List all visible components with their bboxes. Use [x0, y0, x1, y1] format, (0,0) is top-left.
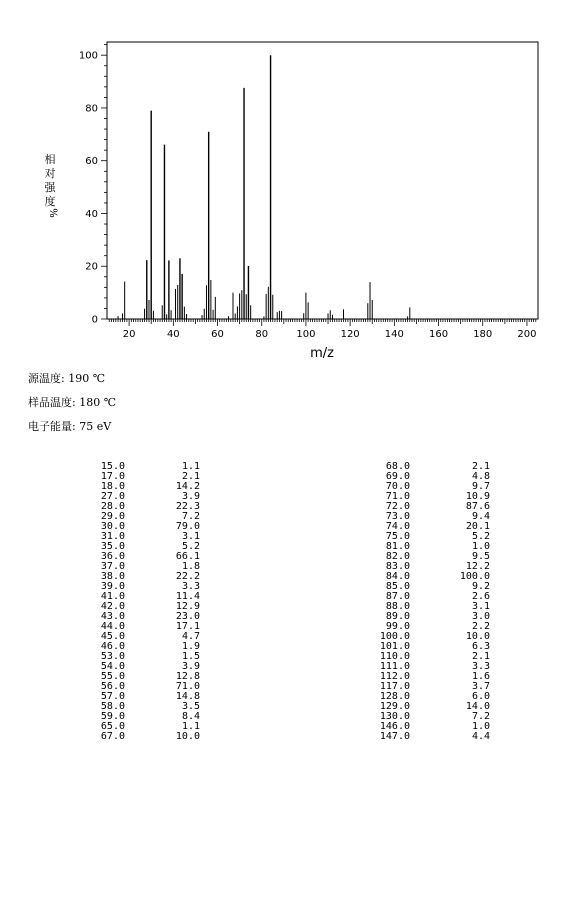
peak-mz: 99.0	[385, 621, 410, 632]
y-tick-label: 0	[91, 314, 98, 326]
peak-intensity: 12.9	[175, 601, 200, 612]
peak-row	[360, 732, 490, 742]
spectrum-bars	[118, 55, 410, 319]
peak-row	[360, 532, 490, 542]
plot-border	[107, 42, 538, 319]
peak-row	[360, 582, 490, 592]
peak-mz: 30.0	[100, 521, 125, 532]
peak-mz: 87.0	[385, 591, 410, 602]
peak-mz: 57.0	[100, 691, 125, 702]
peak-mz: 110.0	[379, 651, 410, 662]
peak-intensity: 9.5	[471, 551, 490, 562]
source-temperature: 源温度: 190 ℃	[28, 372, 105, 385]
peak-mz: 35.0	[100, 541, 125, 552]
x-tick-label: 20	[122, 329, 136, 340]
peak-mz: 146.0	[379, 721, 410, 732]
peak-intensity: 1.1	[181, 461, 200, 472]
peak-intensity: 2.1	[471, 461, 490, 472]
y-tick-label: 40	[85, 208, 98, 220]
peak-mz: 84.0	[385, 571, 410, 582]
peak-mz: 46.0	[100, 641, 125, 652]
peak-mz: 147.0	[379, 731, 410, 742]
plot-frame	[107, 42, 538, 319]
y-label-unit: %	[47, 208, 58, 218]
peak-intensity: 7.2	[181, 511, 200, 522]
peak-intensity: 10.9	[465, 491, 490, 502]
peak-mz: 69.0	[385, 471, 410, 482]
peak-intensity: 5.2	[471, 531, 490, 542]
peak-row	[360, 572, 490, 582]
peak-mz: 75.0	[385, 531, 410, 542]
peak-intensity: 71.0	[175, 681, 200, 692]
peak-intensity: 4.8	[471, 471, 490, 482]
peak-intensity: 5.2	[181, 541, 200, 552]
peak-intensity: 17.1	[175, 621, 200, 632]
peak-intensity: 20.1	[465, 521, 490, 532]
peak-intensity: 4.4	[471, 731, 490, 742]
peak-table-right	[360, 462, 490, 742]
peak-intensity: 9.2	[471, 581, 490, 592]
y-label-char: 相	[44, 153, 56, 166]
peak-intensity: 3.3	[471, 661, 490, 672]
peak-row	[360, 602, 490, 612]
peak-mz: 128.0	[379, 691, 410, 702]
x-tick-label: 40	[166, 329, 180, 340]
peak-intensity: 1.0	[471, 541, 490, 552]
peak-mz: 39.0	[100, 581, 125, 592]
peak-intensity: 12.2	[465, 561, 490, 572]
x-tick-label: 120	[340, 329, 360, 340]
peak-row	[360, 472, 490, 482]
peak-mz: 43.0	[100, 611, 125, 622]
peak-intensity: 87.6	[465, 501, 490, 512]
y-axis-label	[45, 152, 59, 218]
peak-mz: 70.0	[385, 481, 410, 492]
x-tick-label: 160	[428, 329, 449, 340]
peak-intensity: 3.1	[181, 531, 200, 542]
x-tick-label: 100	[296, 329, 316, 340]
peak-intensity: 12.8	[175, 671, 200, 682]
electron-energy: 电子能量: 75 eV	[28, 420, 112, 433]
peak-mz: 82.0	[385, 551, 410, 562]
peak-intensity: 3.7	[471, 681, 490, 692]
peak-mz: 31.0	[100, 531, 125, 542]
peak-row	[360, 462, 490, 472]
y-tick-label: 100	[78, 50, 98, 62]
peak-intensity: 2.2	[471, 621, 490, 632]
peak-intensity: 2.1	[471, 651, 490, 662]
peak-intensity: 22.3	[175, 501, 200, 512]
peak-mz: 67.0	[100, 731, 125, 742]
x-tick-label: 60	[211, 329, 224, 340]
peak-mz: 117.0	[379, 681, 410, 692]
sample-temperature: 样品温度: 180 ℃	[28, 396, 116, 409]
y-tick-label: 20	[85, 261, 98, 273]
peak-mz: 45.0	[100, 631, 125, 642]
peak-mz: 74.0	[385, 521, 410, 532]
peak-mz: 42.0	[100, 601, 125, 612]
y-tick-label: 80	[85, 103, 98, 115]
peak-intensity: 66.1	[175, 551, 200, 562]
peak-intensity: 1.6	[471, 671, 490, 682]
peak-mz: 18.0	[100, 481, 125, 492]
peak-intensity: 1.8	[181, 561, 200, 572]
peak-intensity: 8.4	[181, 711, 200, 722]
peak-intensity: 1.5	[181, 651, 200, 662]
measurement-conditions	[28, 372, 116, 444]
peak-intensity: 3.1	[471, 601, 490, 612]
peak-intensity: 1.1	[181, 721, 200, 732]
peak-mz: 101.0	[379, 641, 410, 652]
peak-intensity: 2.6	[471, 591, 490, 602]
peak-intensity: 6.3	[471, 641, 490, 652]
peak-mz: 38.0	[100, 571, 125, 582]
y-axis	[79, 45, 107, 326]
peak-intensity: 2.1	[181, 471, 200, 482]
peak-mz: 130.0	[379, 711, 410, 722]
peak-mz: 88.0	[385, 601, 410, 612]
peak-intensity: 7.2	[471, 711, 490, 722]
peak-mz: 15.0	[100, 461, 125, 472]
x-axis-label: m/z	[310, 346, 334, 361]
y-label-char: 度	[44, 195, 56, 208]
peak-intensity: 1.0	[471, 721, 490, 732]
peak-mz: 37.0	[100, 561, 125, 572]
peak-intensity: 11.4	[175, 591, 200, 602]
peak-intensity: 1.9	[181, 641, 200, 652]
peak-mz: 73.0	[385, 511, 410, 522]
peak-mz: 17.0	[100, 471, 125, 482]
peak-mz: 36.0	[100, 551, 125, 562]
peak-mz: 89.0	[385, 611, 410, 622]
peak-intensity: 4.7	[181, 631, 200, 642]
x-tick-label: 180	[473, 329, 493, 340]
peak-mz: 44.0	[100, 621, 125, 632]
peak-mz: 27.0	[100, 491, 125, 502]
peak-intensity: 22.2	[175, 571, 200, 582]
peak-intensity: 9.7	[471, 481, 490, 492]
peak-mz: 58.0	[100, 701, 125, 712]
peak-mz: 112.0	[379, 671, 410, 682]
peak-mz: 81.0	[385, 541, 410, 552]
peak-table-left	[80, 462, 200, 742]
peak-mz: 85.0	[385, 581, 410, 592]
peak-mz: 54.0	[100, 661, 125, 672]
peak-intensity: 3.9	[181, 491, 200, 502]
peak-mz: 68.0	[385, 461, 410, 472]
peak-mz: 53.0	[100, 651, 125, 662]
x-tick-label: 140	[384, 329, 404, 340]
peak-intensity: 6.0	[471, 691, 490, 702]
peak-intensity: 14.2	[175, 481, 200, 492]
peak-mz: 29.0	[100, 511, 125, 522]
peak-intensity: 100.0	[459, 571, 490, 582]
y-tick-label: 60	[85, 156, 98, 168]
peak-intensity: 14.8	[175, 691, 200, 702]
peak-mz: 55.0	[100, 671, 125, 682]
peak-mz: 100.0	[379, 631, 410, 642]
peak-intensity: 9.4	[471, 511, 490, 522]
peak-intensity: 3.0	[471, 611, 490, 622]
peak-intensity: 10.0	[175, 731, 200, 742]
peak-intensity: 3.9	[181, 661, 200, 672]
peak-mz: 56.0	[100, 681, 125, 692]
peak-mz: 28.0	[100, 501, 125, 512]
y-label-char: 强	[44, 181, 56, 194]
peak-intensity: 10.0	[465, 631, 490, 642]
x-tick-label: 200	[517, 329, 537, 340]
peak-mz: 129.0	[379, 701, 410, 712]
x-tick-label: 80	[255, 329, 269, 340]
peak-row	[360, 542, 490, 552]
peak-row	[360, 592, 490, 602]
peak-mz: 72.0	[385, 501, 410, 512]
peak-row	[80, 732, 200, 742]
peak-intensity: 3.5	[181, 701, 200, 712]
mass-spectrum-chart	[0, 0, 570, 370]
y-label-char: 对	[44, 167, 56, 180]
peak-intensity: 23.0	[175, 611, 200, 622]
peak-intensity: 79.0	[175, 521, 200, 532]
peak-mz: 65.0	[100, 721, 125, 732]
peak-row	[360, 502, 490, 512]
peak-intensity: 14.0	[465, 701, 490, 712]
x-axis	[109, 319, 536, 340]
peak-mz: 71.0	[385, 491, 410, 502]
peak-mz: 59.0	[100, 711, 125, 722]
peak-row	[360, 612, 490, 622]
peak-intensity: 3.3	[181, 581, 200, 592]
peak-mz: 111.0	[379, 661, 410, 672]
peak-mz: 41.0	[100, 591, 125, 602]
peak-row	[360, 522, 490, 532]
peak-mz: 83.0	[385, 561, 410, 572]
